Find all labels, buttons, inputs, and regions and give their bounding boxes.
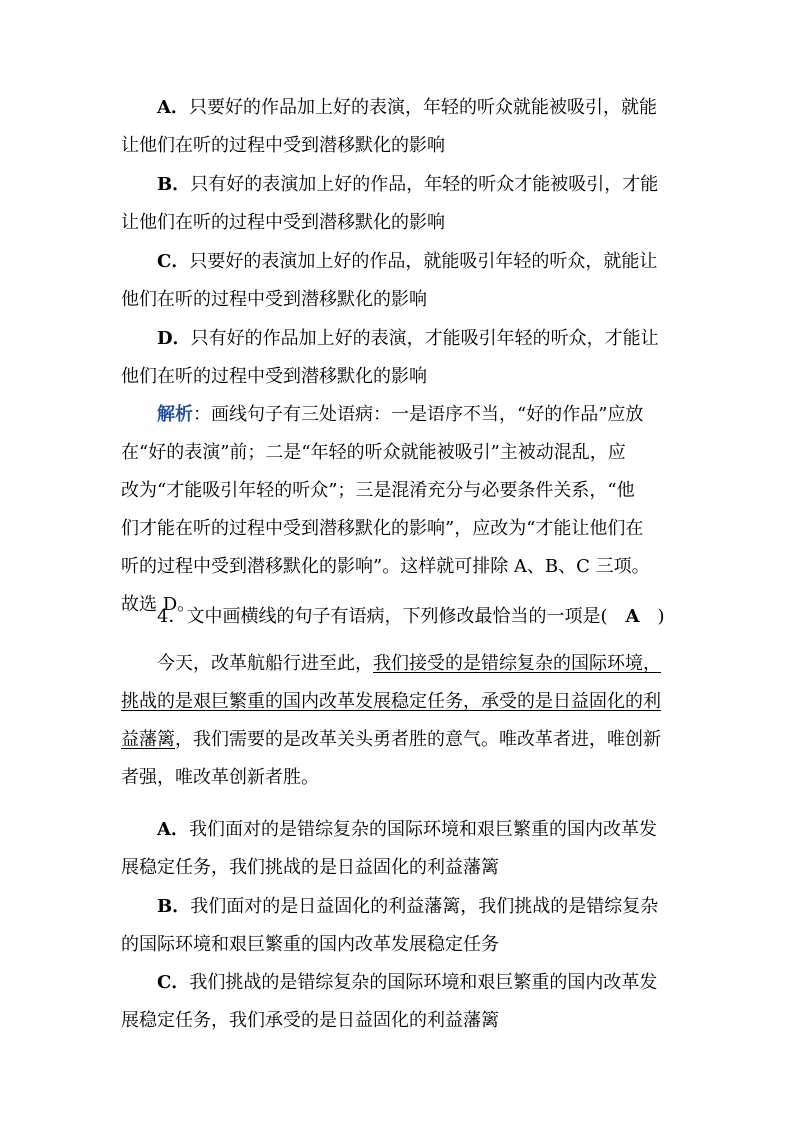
analysis-text: ：画线句子有三处语病：一是语序不当，“好的作品”应放 — [193, 404, 644, 425]
passage-underlined: 我们接受的是错综复杂的国际环境， — [373, 653, 661, 674]
option-label: C． — [157, 972, 190, 993]
analysis-section — [121, 396, 677, 624]
passage-text: 者强，唯改革创新者胜。 — [121, 767, 319, 788]
passage-underlined: 益藩篱 — [121, 729, 175, 750]
option-text: 他们在听的过程中受到潜移默化的影响 — [121, 366, 427, 387]
option-label: D． — [157, 328, 191, 349]
option-label: C． — [157, 251, 190, 272]
q4-option-a — [121, 811, 677, 887]
option-label: B． — [157, 896, 191, 917]
option-text: 只有好的作品加上好的表演，才能吸引年轻的听众，才能让 — [190, 328, 659, 349]
option-text: 我们面对的是错综复杂的国际环境和艰巨繁重的国内改革发 — [188, 819, 657, 840]
question-text: 4．文中画横线的句子有语病，下列修改最恰当的一项是( — [157, 606, 608, 627]
option-text: 只要好的表演加上好的作品，就能吸引年轻的听众，就能让 — [189, 251, 658, 272]
passage-text: 今天，改革航船行进至此， — [157, 653, 373, 674]
prev-option-d — [121, 320, 677, 396]
q4-option-c — [121, 964, 677, 1040]
option-text: 让他们在听的过程中受到潜移默化的影响 — [121, 135, 445, 156]
option-text: 我们挑战的是错综复杂的国际环境和艰巨繁重的国内改革发 — [189, 972, 658, 993]
question-4-stem — [121, 598, 677, 636]
answer-spacer — [639, 606, 657, 627]
option-label: A． — [157, 97, 189, 118]
prev-option-a — [121, 89, 677, 165]
option-text: 让他们在听的过程中受到潜移默化的影响 — [121, 212, 445, 233]
analysis-text: 改为“才能吸引年轻的听众”；三是混淆充分与必要条件关系，“他 — [121, 480, 635, 501]
option-text: 的国际环境和艰巨繁重的国内改革发展稳定任务 — [121, 934, 499, 955]
analysis-text: 故选 D。 — [121, 594, 196, 615]
answer-letter: A — [625, 606, 640, 627]
option-text: 只要好的作品加上好的表演，年轻的听众就能被吸引，就能 — [188, 97, 657, 118]
passage — [121, 645, 677, 797]
passage-text: ，我们需要的是改革关头勇者胜的意气。唯改革者进，唯创新 — [175, 729, 661, 750]
passage-underlined: 挑战的是艰巨繁重的国内改革发展稳定任务，承受的是日益固化的利 — [121, 691, 661, 712]
answer-spacer — [607, 606, 625, 627]
prev-option-c — [121, 243, 677, 319]
option-text: 展稳定任务，我们挑战的是日益固化的利益藩篱 — [121, 857, 499, 878]
analysis-text: 在“好的表演”前；二是“年轻的听众就能被吸引”主被动混乱，应 — [121, 442, 626, 463]
option-text: 只有好的表演加上好的作品，年轻的听众才能被吸引，才能 — [190, 174, 659, 195]
analysis-text: 听的过程中受到潜移默化的影响”。这样就可排除 A、B、C 三项。 — [121, 556, 650, 577]
option-label: A． — [157, 819, 189, 840]
analysis-text: 们才能在听的过程中受到潜移默化的影响”，应改为“才能让他们在 — [121, 518, 644, 539]
option-label: B． — [157, 174, 191, 195]
option-text: 展稳定任务，我们承受的是日益固化的利益藩篱 — [121, 1010, 499, 1031]
q4-option-b — [121, 888, 677, 964]
option-text: 我们面对的是日益固化的利益藩篱，我们挑战的是错综复杂 — [190, 896, 659, 917]
question-close: ) — [657, 606, 665, 627]
prev-option-b — [121, 166, 677, 242]
analysis-label: 解析 — [157, 404, 193, 425]
option-text: 他们在听的过程中受到潜移默化的影响 — [121, 289, 427, 310]
